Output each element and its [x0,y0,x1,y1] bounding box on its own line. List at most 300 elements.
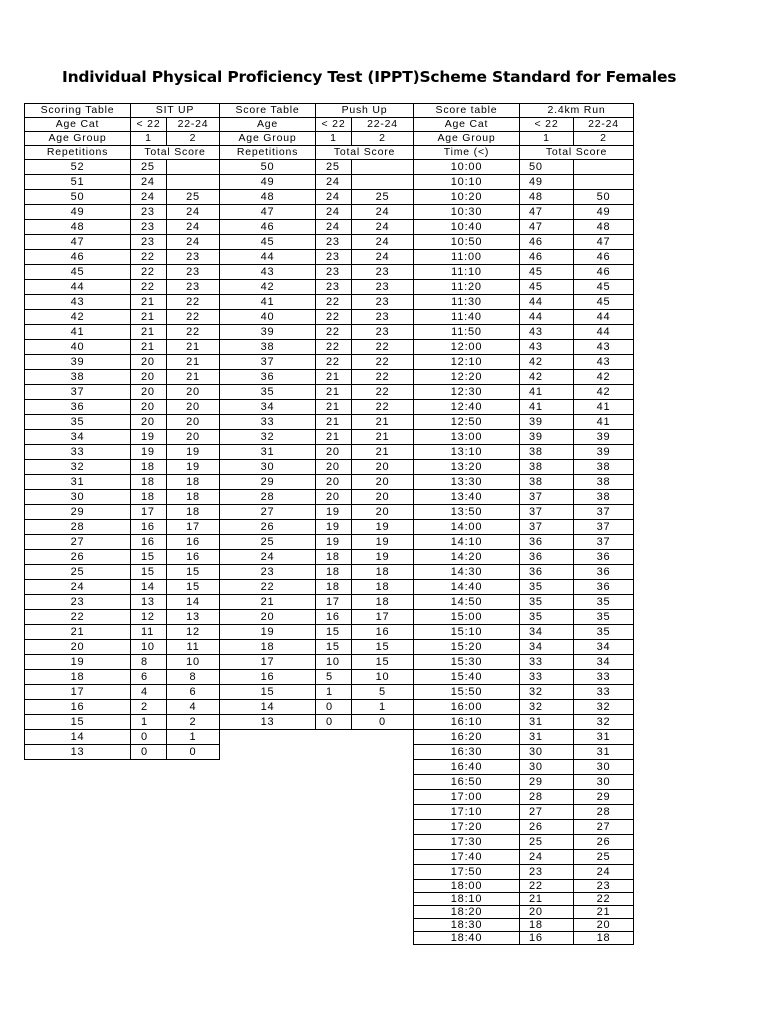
score-age-group-1: 22 [316,295,352,310]
table-row [25,715,220,730]
event-title: 2.4km Run [520,104,634,118]
metric-value: 17:40 [414,850,520,865]
table-row [25,685,220,700]
scoring-table-label: Score Table [220,104,316,118]
score-age-group-1: 23 [316,235,352,250]
score-age-group-1: 22 [316,325,352,340]
table-row [414,745,634,760]
score-age-group-1: 21 [316,385,352,400]
header-row [25,118,220,132]
metric-value: 45 [25,265,131,280]
metric-value: 41 [220,295,316,310]
score-age-group-1: 21 [131,310,167,325]
score-age-group-1: 37 [520,490,574,505]
metric-value: 11:00 [414,250,520,265]
table-row [414,625,634,640]
metric-value: 28 [220,490,316,505]
header-cell: 2 [167,132,220,146]
table-row [414,932,634,945]
metric-value: 30 [25,490,131,505]
metric-value: 40 [25,340,131,355]
metric-value: 13:30 [414,475,520,490]
score-age-group-1: 20 [316,460,352,475]
score-age-group-1: 23 [131,220,167,235]
header-cell: < 22 [131,118,167,132]
page-title: Individual Physical Proficiency Test (IPPT)Scheme Standard for Females [62,68,677,86]
run-table [413,103,634,945]
header-label: Age [220,118,316,132]
score-age-group-1: 43 [520,340,574,355]
score-age-group-1: 0 [316,700,352,715]
score-age-group-1: 16 [131,535,167,550]
table-row [220,445,414,460]
metric-value: 43 [220,265,316,280]
table-row [414,415,634,430]
metric-value: 12:50 [414,415,520,430]
metric-value: 42 [25,310,131,325]
score-age-group-1: 44 [520,295,574,310]
metric-value: 16:30 [414,745,520,760]
header-cell: < 22 [316,118,352,132]
score-age-group-1: 16 [520,932,574,945]
total-score-label: Total Score [316,146,414,160]
header-row [220,146,414,160]
score-age-group-2: 6 [167,685,220,700]
score-age-group-2: 18 [352,595,414,610]
score-age-group-2: 27 [574,820,634,835]
metric-value: 12:10 [414,355,520,370]
score-age-group-1: 35 [520,580,574,595]
score-age-group-2: 22 [352,400,414,415]
metric-value: 10:10 [414,175,520,190]
score-age-group-1: 24 [131,190,167,205]
table-row [220,460,414,475]
score-age-group-2: 5 [352,685,414,700]
score-age-group-2 [352,175,414,190]
score-age-group-2: 4 [167,700,220,715]
table-row [414,790,634,805]
score-age-group-1: 39 [520,415,574,430]
table-row [414,520,634,535]
score-age-group-2: 24 [167,220,220,235]
score-age-group-1: 12 [131,610,167,625]
table-row [220,385,414,400]
score-age-group-1: 22 [316,355,352,370]
score-age-group-2: 15 [352,640,414,655]
table-row [220,280,414,295]
score-age-group-1: 24 [316,220,352,235]
score-age-group-2: 19 [352,520,414,535]
score-age-group-2: 22 [167,295,220,310]
metric-value: 34 [220,400,316,415]
header-cell: 2 [352,132,414,146]
score-age-group-1: 22 [316,340,352,355]
score-age-group-1: 45 [520,280,574,295]
score-age-group-1: 30 [520,760,574,775]
metric-value: 18:00 [414,880,520,893]
header-row [25,104,220,118]
metric-value: 32 [220,430,316,445]
metric-value: 44 [25,280,131,295]
situp-table-body [25,104,220,760]
table-row [25,670,220,685]
metric-value: 16:20 [414,730,520,745]
table-row [414,640,634,655]
table-row [25,475,220,490]
table-row [414,460,634,475]
header-label: Age Cat [25,118,131,132]
metric-value: 27 [25,535,131,550]
metric-value: 14:50 [414,595,520,610]
table-row [25,625,220,640]
header-label: Age Group [414,132,520,146]
score-age-group-1: 43 [520,325,574,340]
score-age-group-1: 21 [131,325,167,340]
table-row [220,490,414,505]
score-age-group-1: 15 [131,565,167,580]
table-row [25,445,220,460]
table-row [25,580,220,595]
score-age-group-1: 19 [316,505,352,520]
table-row [220,550,414,565]
score-age-group-1: 20 [131,400,167,415]
metric-value: 12:30 [414,385,520,400]
score-age-group-1: 31 [520,715,574,730]
table-row [414,685,634,700]
score-age-group-1: 36 [520,535,574,550]
metric-value: 16:50 [414,775,520,790]
score-age-group-2: 20 [167,400,220,415]
score-age-group-1: 21 [316,370,352,385]
table-row [220,625,414,640]
score-age-group-2: 50 [574,190,634,205]
table-row [25,565,220,580]
header-cell: 1 [316,132,352,146]
score-age-group-2: 18 [167,490,220,505]
score-age-group-2: 20 [352,475,414,490]
table-row [414,310,634,325]
table-row [220,520,414,535]
score-age-group-1: 36 [520,550,574,565]
metric-value: 17 [25,685,131,700]
score-age-group-2: 12 [167,625,220,640]
table-row [414,820,634,835]
table-row [414,355,634,370]
metric-value: 12:00 [414,340,520,355]
score-age-group-2: 41 [574,415,634,430]
score-age-group-2: 11 [167,640,220,655]
metric-value: 14:30 [414,565,520,580]
score-age-group-2: 38 [574,460,634,475]
metric-value: 14:20 [414,550,520,565]
metric-value: 31 [220,445,316,460]
table-row [414,655,634,670]
score-age-group-1: 20 [316,490,352,505]
metric-value: 19 [220,625,316,640]
score-age-group-2: 42 [574,370,634,385]
table-row [414,805,634,820]
score-age-group-2: 18 [352,580,414,595]
score-age-group-2: 38 [574,475,634,490]
score-age-group-1: 16 [316,610,352,625]
metric-value: 46 [220,220,316,235]
table-row [220,160,414,175]
score-age-group-1: 20 [131,355,167,370]
metric-value: 18:30 [414,919,520,932]
score-age-group-2: 22 [352,370,414,385]
score-age-group-1: 27 [520,805,574,820]
header-cell: 22-24 [352,118,414,132]
score-age-group-1: 8 [131,655,167,670]
table-row [25,550,220,565]
score-age-group-2: 21 [167,340,220,355]
metric-value: 14:00 [414,520,520,535]
score-age-group-2: 32 [574,700,634,715]
table-row [220,580,414,595]
score-age-group-1: 24 [316,190,352,205]
metric-value: 26 [220,520,316,535]
table-row [414,445,634,460]
score-age-group-1: 25 [316,160,352,175]
score-age-group-2: 18 [167,475,220,490]
table-row [220,475,414,490]
score-age-group-1: 41 [520,400,574,415]
metric-value: 14 [25,730,131,745]
score-age-group-2 [574,175,634,190]
table-row [414,190,634,205]
metric-value: 17:30 [414,835,520,850]
header-cell: 22-24 [167,118,220,132]
metric-value: 16:00 [414,700,520,715]
metric-value: 17:20 [414,820,520,835]
score-age-group-1: 6 [131,670,167,685]
metric-value: 23 [25,595,131,610]
score-age-group-1: 18 [131,475,167,490]
score-age-group-2: 22 [352,385,414,400]
score-age-group-2: 36 [574,550,634,565]
score-age-group-2: 43 [574,340,634,355]
score-age-group-1: 16 [131,520,167,535]
table-row [25,640,220,655]
metric-value: 30 [220,460,316,475]
table-row [25,235,220,250]
metric-value: 15:30 [414,655,520,670]
score-age-group-2: 22 [167,325,220,340]
score-age-group-1: 18 [131,490,167,505]
score-age-group-2 [574,160,634,175]
score-age-group-2: 19 [167,460,220,475]
score-age-group-2: 37 [574,505,634,520]
metric-value: 42 [220,280,316,295]
metric-value: 24 [220,550,316,565]
score-age-group-1: 21 [520,893,574,906]
table-row [414,250,634,265]
score-age-group-1: 0 [131,730,167,745]
metric-value: 13:10 [414,445,520,460]
metric-value: 39 [220,325,316,340]
score-age-group-2: 20 [167,415,220,430]
metric-value: 35 [25,415,131,430]
score-age-group-2: 15 [167,565,220,580]
score-age-group-2: 37 [574,520,634,535]
score-age-group-1: 23 [316,265,352,280]
score-age-group-1: 20 [316,475,352,490]
score-age-group-1: 19 [316,520,352,535]
header-cell: 22-24 [574,118,634,132]
score-age-group-1: 49 [520,175,574,190]
metric-value: 24 [25,580,131,595]
score-age-group-2: 24 [167,235,220,250]
metric-value: 21 [220,595,316,610]
metric-value: 23 [220,565,316,580]
metric-value: 12:40 [414,400,520,415]
score-age-group-2: 15 [352,655,414,670]
metric-value: 11:30 [414,295,520,310]
table-row [25,190,220,205]
score-age-group-2: 19 [167,445,220,460]
event-title: Push Up [316,104,414,118]
score-age-group-1: 28 [520,790,574,805]
score-age-group-2: 2 [167,715,220,730]
table-row [25,610,220,625]
score-age-group-1: 42 [520,355,574,370]
metric-value: 10:50 [414,235,520,250]
score-age-group-1: 38 [520,460,574,475]
table-row [220,265,414,280]
metric-value: 14 [220,700,316,715]
table-row [25,325,220,340]
score-age-group-2: 21 [167,370,220,385]
score-age-group-1: 26 [520,820,574,835]
score-age-group-2: 24 [167,205,220,220]
metric-value: 47 [220,205,316,220]
score-age-group-2: 21 [167,355,220,370]
score-age-group-2: 37 [574,535,634,550]
score-age-group-2 [167,175,220,190]
score-age-group-2: 23 [574,880,634,893]
score-age-group-2: 1 [352,700,414,715]
metric-value: 21 [25,625,131,640]
table-row [220,715,414,730]
situp-table [24,103,220,760]
score-age-group-1: 23 [520,865,574,880]
score-age-group-2: 42 [574,385,634,400]
table-row [414,505,634,520]
table-row [25,160,220,175]
score-age-group-2: 38 [574,490,634,505]
table-row [25,415,220,430]
table-row [414,205,634,220]
score-age-group-2: 25 [574,850,634,865]
score-age-group-2: 20 [352,490,414,505]
table-row [25,505,220,520]
score-age-group-2: 0 [352,715,414,730]
header-row [220,118,414,132]
table-row [25,175,220,190]
metric-value: 34 [25,430,131,445]
metric-value: 29 [220,475,316,490]
metric-value: 18:10 [414,893,520,906]
score-age-group-1: 45 [520,265,574,280]
score-age-group-2: 23 [167,280,220,295]
score-age-group-2: 1 [167,730,220,745]
table-row [414,175,634,190]
score-age-group-2: 22 [574,893,634,906]
score-age-group-2: 10 [352,670,414,685]
table-row [25,280,220,295]
score-age-group-1: 1 [316,685,352,700]
score-age-group-2: 16 [167,535,220,550]
metric-value: 44 [220,250,316,265]
metric-value: 15:40 [414,670,520,685]
total-score-label: Total Score [520,146,634,160]
table-row [220,370,414,385]
score-age-group-1: 24 [316,175,352,190]
score-age-group-2: 22 [352,355,414,370]
metric-value: 13:00 [414,430,520,445]
table-row [25,340,220,355]
metric-value: 28 [25,520,131,535]
metric-value: 49 [25,205,131,220]
table-row [414,235,634,250]
score-age-group-2: 34 [574,640,634,655]
metric-value: 18 [220,640,316,655]
score-age-group-1: 50 [520,160,574,175]
score-age-group-1: 35 [520,610,574,625]
score-age-group-1: 22 [131,250,167,265]
metric-value: 50 [220,160,316,175]
score-age-group-1: 23 [316,280,352,295]
metric-value: 46 [25,250,131,265]
score-age-group-2: 39 [574,445,634,460]
metric-value: 16:40 [414,760,520,775]
score-age-group-1: 23 [131,235,167,250]
score-age-group-2: 47 [574,235,634,250]
score-age-group-2: 16 [352,625,414,640]
metric-label: Repetitions [220,146,316,160]
score-age-group-1: 46 [520,250,574,265]
table-row [414,280,634,295]
metric-value: 25 [220,535,316,550]
score-age-group-2: 26 [574,835,634,850]
score-age-group-1: 24 [520,850,574,865]
metric-value: 19 [25,655,131,670]
score-age-group-2: 34 [574,655,634,670]
metric-value: 14:10 [414,535,520,550]
header-row [414,132,634,146]
table-row [220,430,414,445]
score-age-group-1: 33 [520,670,574,685]
metric-value: 11:40 [414,310,520,325]
score-age-group-1: 25 [520,835,574,850]
header-label: Age Cat [414,118,520,132]
score-age-group-2: 0 [167,745,220,760]
metric-value: 29 [25,505,131,520]
table-row [414,565,634,580]
score-age-group-2: 31 [574,745,634,760]
score-age-group-2: 15 [167,580,220,595]
table-row [414,400,634,415]
metric-value: 12:20 [414,370,520,385]
score-age-group-1: 41 [520,385,574,400]
metric-value: 18 [25,670,131,685]
metric-value: 11:50 [414,325,520,340]
score-age-group-1: 23 [131,205,167,220]
score-age-group-2: 45 [574,280,634,295]
metric-value: 15:10 [414,625,520,640]
table-row [220,565,414,580]
score-age-group-2: 22 [167,310,220,325]
